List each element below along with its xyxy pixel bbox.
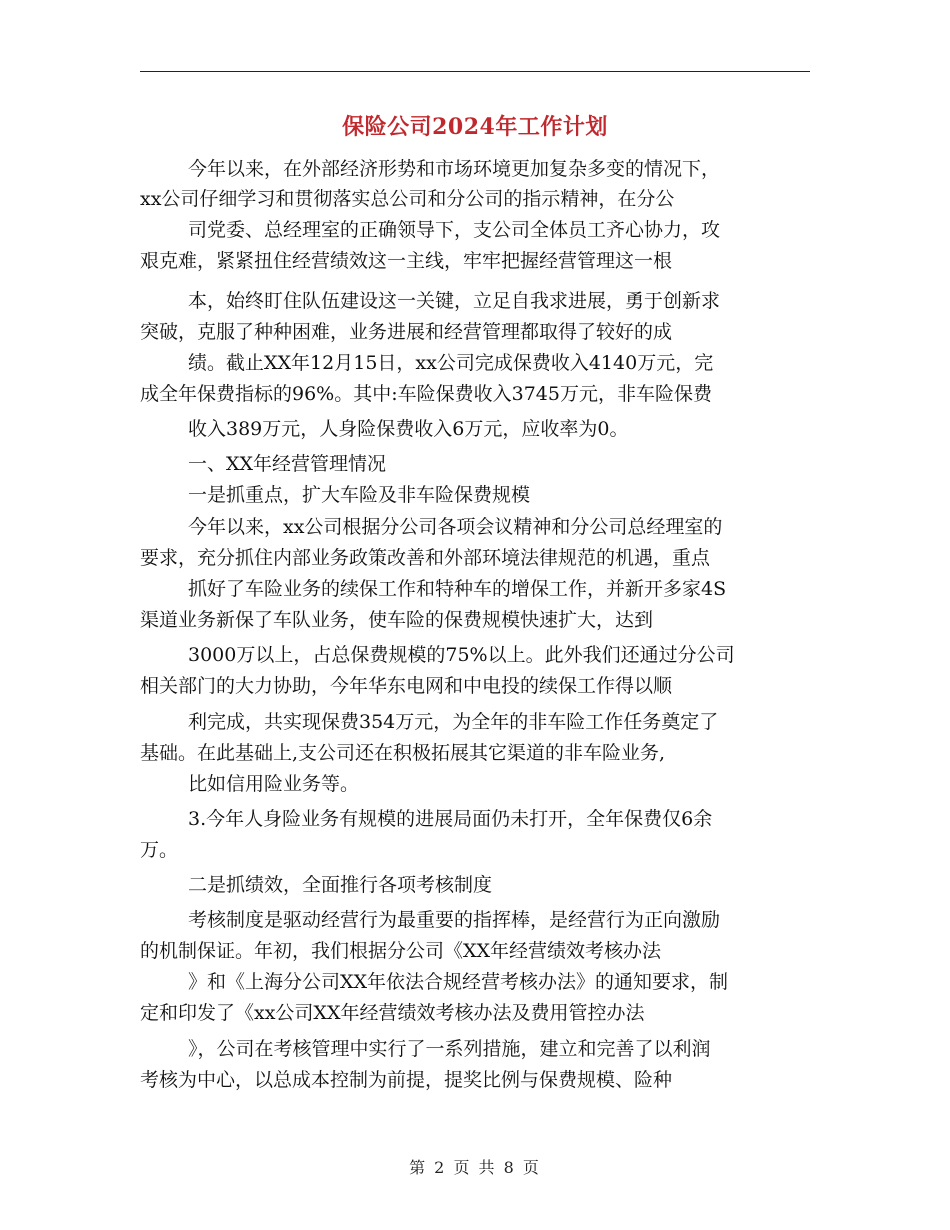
list-item: 3.今年人身险业务有规模的进展局面仍未打开，全年保费仅6余 (188, 808, 713, 830)
body-line: 绩。截止XX年12月15日，xx公司完成保费收入4140万元，完 (188, 352, 714, 374)
body-line: 考核为中心，以总成本控制为前提，提奖比例与保费规模、险种 (140, 1069, 673, 1091)
page-number-footer: 第 2 页 共 8 页 (409, 1158, 541, 1177)
body-line: 》，公司在考核管理中实行了一系列措施，建立和完善了以利润 (188, 1038, 711, 1060)
header-rule (140, 71, 810, 72)
body-line: 收入389万元，人身险保费收入6万元，应收率为0。 (188, 418, 629, 440)
body-line: 艰克难，紧紧扭住经营绩效这一主线，牢牢把握经营管理这一根 (140, 250, 673, 272)
body-line: 基础。在此基础上,支公司还在积极拓展其它渠道的非车险业务, (140, 742, 666, 764)
subsection-heading: 一是抓重点，扩大车险及非车险保费规模 (188, 484, 531, 506)
body-line: 》和《上海分公司XX年依法合规经营考核办法》的通知要求，制 (188, 971, 729, 993)
section-heading: 一、XX年经营管理情况 (188, 453, 387, 475)
body-line: 渠道业务新保了车队业务，使车险的保费规模快速扩大，达到 (140, 609, 654, 631)
body-line: 3000万以上，占总保费规模的75%以上。此外我们还通过分公司 (188, 644, 735, 666)
body-line: 相关部门的大力协助，今年华东电网和中电投的续保工作得以顺 (140, 675, 673, 697)
subsection-heading: 二是抓绩效，全面推行各项考核制度 (188, 874, 493, 896)
body-line: 利完成，共实现保费354万元，为全年的非车险工作任务奠定了 (188, 711, 719, 733)
body-line: 今年以来，xx公司根据分公司各项会议精神和分公司总经理室的 (188, 516, 723, 538)
body-line: 成全年保费指标的96%。其中:车险保费收入3745万元，非车险保费 (140, 383, 712, 405)
body-line: xx公司仔细学习和贯彻落实总公司和分公司的指示精神，在分公 (140, 188, 675, 210)
body-line: 比如信用险业务等。 (188, 773, 360, 795)
document-title: 保险公司2024年工作计划 (342, 114, 608, 140)
body-line: 要求，充分抓住内部业务政策改善和外部环境法律规范的机遇，重点 (140, 547, 711, 569)
body-line: 考核制度是驱动经营行为最重要的指挥棒，是经营行为正向激励 (188, 909, 721, 931)
body-line: 司党委、总经理室的正确领导下，支公司全体员工齐心协力，攻 (188, 219, 721, 241)
body-line: 突破，克服了种种困难，业务进展和经营管理都取得了较好的成 (140, 321, 673, 343)
body-line: 今年以来，在外部经济形势和市场环境更加复杂多变的情况下， (188, 158, 721, 180)
body-line: 定和印发了《xx公司XX年经营绩效考核办法及费用管控办法 (140, 1002, 645, 1024)
body-line: 本，始终盯住队伍建设这一关键，立足自我求进展，勇于创新求 (188, 290, 721, 312)
body-line: 抓好了车险业务的续保工作和特种车的增保工作，并新开多家4S (188, 578, 727, 600)
list-item-continued: 万。 (140, 839, 179, 861)
body-line: 的机制保证。年初，我们根据分公司《XX年经营绩效考核办法 (140, 940, 662, 962)
